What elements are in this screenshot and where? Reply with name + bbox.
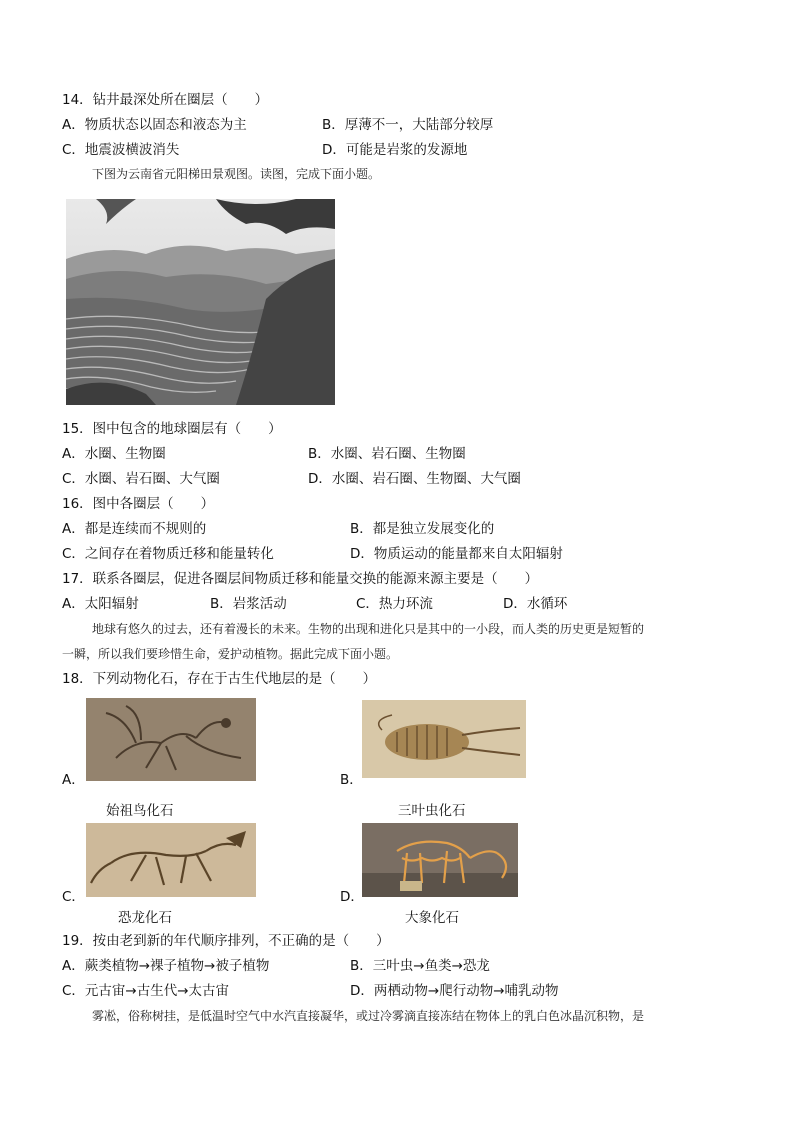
q15-option-c: C．水圈、岩石圈、大气圈: [62, 471, 220, 487]
q14-option-a: A．物质状态以固态和液态为主: [62, 117, 247, 133]
q19-option-c: C．元古宙→古生代→太古宙: [62, 983, 230, 999]
q17-option-b: B．岩浆活动: [210, 596, 287, 612]
q18-option-c-caption: 恐龙化石: [118, 910, 172, 926]
q14-option-b: B．厚薄不一，大陆部分较厚: [322, 117, 494, 133]
q19-option-b: B．三叶虫→鱼类→恐龙: [350, 958, 490, 974]
q19-stem: 19．按由老到新的年代顺序排列，不正确的是（ ）: [62, 933, 390, 949]
q18-option-c-letter: C．: [62, 889, 85, 905]
q14-stem: 14．钻井最深处所在圈层（ ）: [62, 92, 269, 108]
q16-option-b: B．都是独立发展变化的: [350, 521, 495, 537]
q18-option-d-caption: 大象化石: [405, 910, 459, 926]
q16-option-a: A．都是连续而不规则的: [62, 521, 207, 537]
intro-evolution-line2: 一瞬，所以我们要珍惜生命，爱护动植物。据此完成下面小题。: [62, 647, 399, 661]
trilobite-fossil-photo: [362, 700, 526, 778]
intro-evolution-line1: 地球有悠久的过去，还有着漫长的未来。生物的出现和进化只是其中的一小段，而人类的历史更是短暂的: [92, 622, 645, 636]
q16-stem: 16．图中各圈层（ ）: [62, 496, 215, 512]
q16-option-d: D．物质运动的能量都来自太阳辐射: [350, 546, 563, 562]
q15-option-d: D．水圈、岩石圈、生物圈、大气圈: [308, 471, 521, 487]
q18-option-b-letter: B．: [340, 772, 363, 788]
q18-stem: 18．下列动物化石，存在于古生代地层的是（ ）: [62, 671, 377, 687]
q15-stem: 15．图中包含的地球圈层有（ ）: [62, 421, 282, 437]
q18-option-a-caption: 始祖鸟化石: [106, 803, 174, 819]
intro-rime: 雾凇，俗称树挂，是低温时空气中水汽直接凝华，或过冷雾滴直接冻结在物体上的乳白色冰晶沉积物，是: [92, 1009, 645, 1023]
intro-terraces: 下图为云南省元阳梯田景观图。读图，完成下面小题。: [92, 167, 381, 181]
q15-option-a: A．水圈、生物圈: [62, 446, 166, 462]
archaeopteryx-fossil-photo: [86, 698, 256, 781]
dinosaur-fossil-photo: [86, 823, 256, 897]
q17-stem: 17．联系各圈层，促进各圈层间物质迁移和能量交换的能源来源主要是（ ）: [62, 571, 539, 587]
q17-option-d: D．水循环: [503, 596, 568, 612]
q14-option-c: C．地震波横波消失: [62, 142, 180, 158]
q14-option-d: D．可能是岩浆的发源地: [322, 142, 468, 158]
q17-option-c: C．热力环流: [356, 596, 433, 612]
q16-option-c: C．之间存在着物质迁移和能量转化: [62, 546, 274, 562]
q18-option-a-letter: A．: [62, 772, 85, 788]
elephant-fossil-photo: [362, 823, 518, 897]
q15-option-b: B．水圈、岩石圈、生物圈: [308, 446, 466, 462]
terrace-landscape-photo: [66, 199, 335, 405]
q18-option-d-letter: D．: [340, 889, 364, 905]
q18-option-b-caption: 三叶虫化石: [398, 803, 466, 819]
q19-option-d: D．两栖动物→爬行动物→哺乳动物: [350, 983, 559, 999]
q19-option-a: A．蕨类植物→裸子植物→被子植物: [62, 958, 270, 974]
q17-option-a: A．太阳辐射: [62, 596, 139, 612]
